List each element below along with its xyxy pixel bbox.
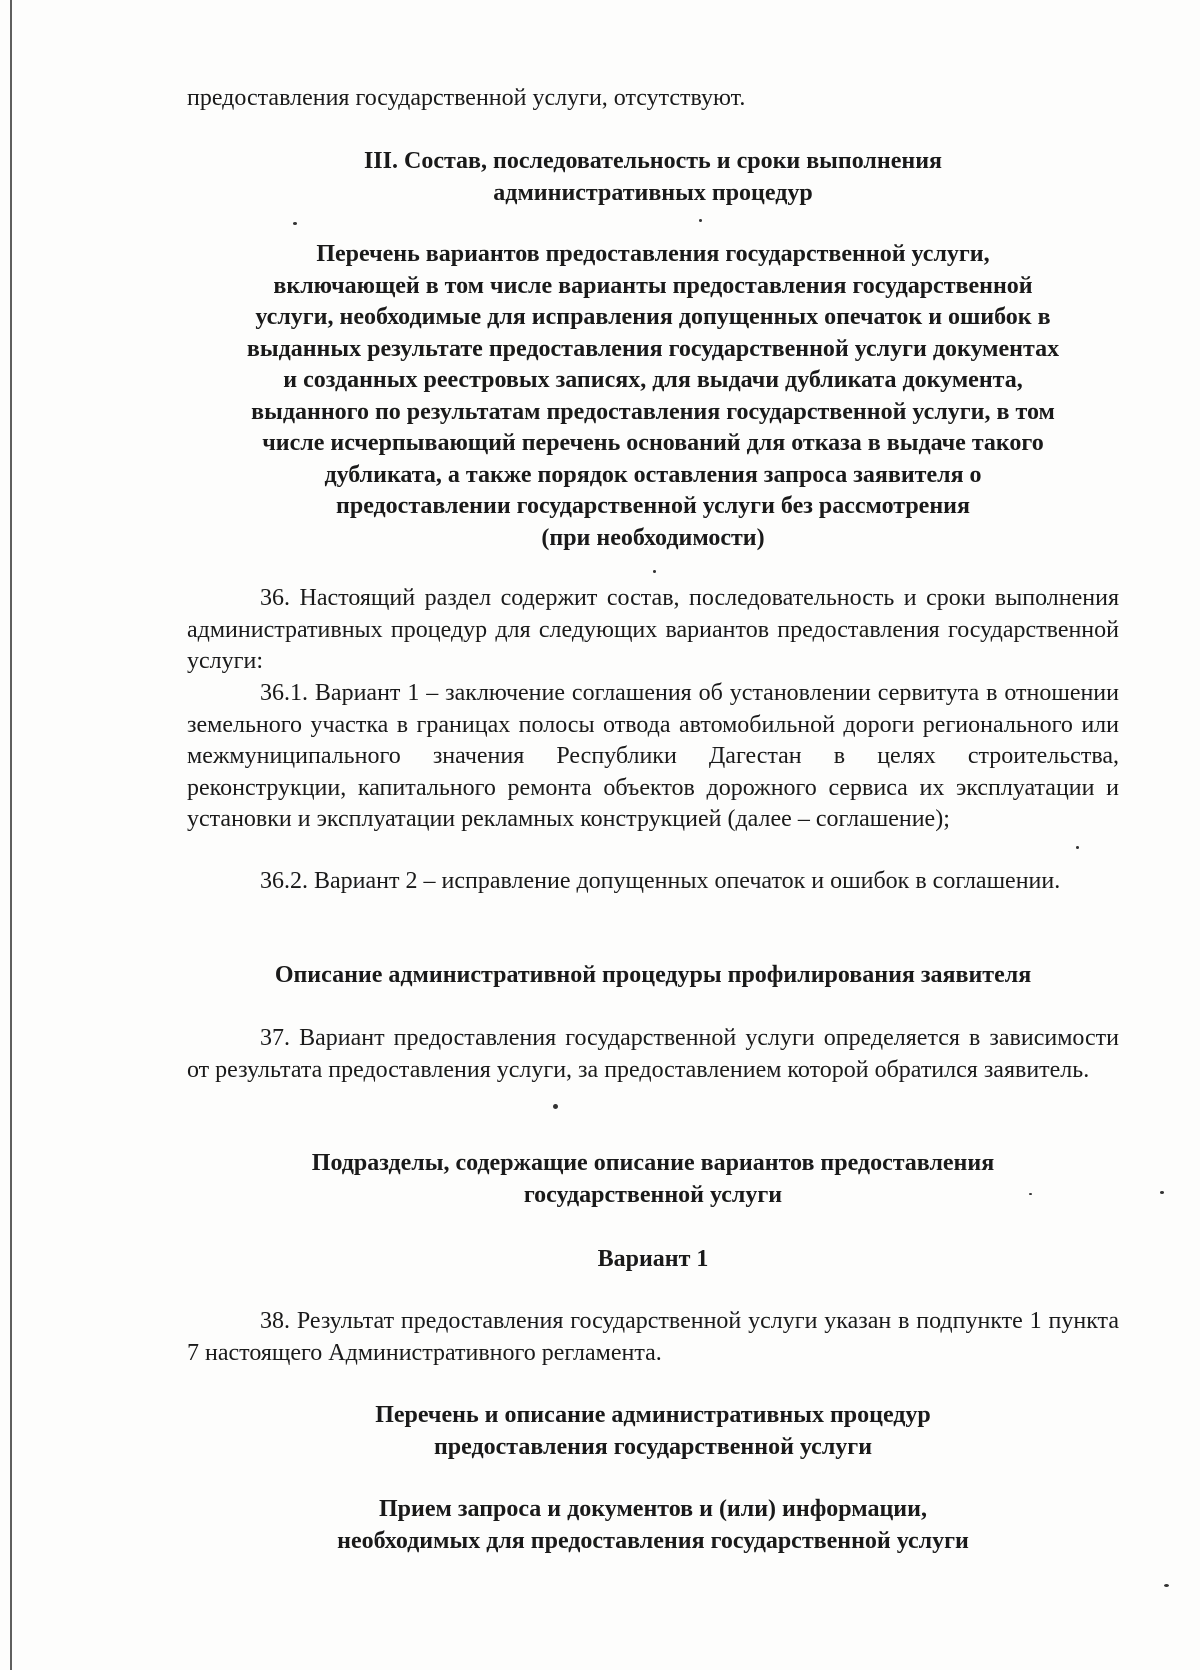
heading-line: Подразделы, содержащие описание вариантов предоставления xyxy=(311,1150,995,1176)
subsections-heading xyxy=(187,1148,1119,1211)
heading-line: числе исчерпывающий перечень оснований для отказа в выдаче такого xyxy=(262,430,1044,456)
paragraph-36-2: 36.2. Вариант 2 – исправление допущенных опечаток и ошибок в соглашении. xyxy=(260,868,1061,894)
heading-line: государственной услуги xyxy=(523,1181,783,1208)
heading-line: Прием запроса и документов и (или) информации, xyxy=(379,1496,927,1522)
heading-line: административных процедур xyxy=(493,179,813,206)
heading-line: (при необходимости) xyxy=(541,524,765,551)
scan-speck xyxy=(293,222,297,225)
paragraph-36: 36. Настоящий раздел содержит состав, последовательность и сроки выполнения административных процедур для следующих вариантов предоставления государственной услуги: xyxy=(187,585,1119,674)
procedures-heading xyxy=(187,1400,1119,1463)
profiling-heading: Описание административной процедуры профилирования заявителя xyxy=(274,962,1032,988)
heading-line: предоставлении государственной услуги без рассмотрения xyxy=(336,493,970,519)
heading-line: включающей в том числе варианты предоставления государственной xyxy=(273,272,1033,299)
variant1-heading: Вариант 1 xyxy=(597,1246,709,1272)
variants-heading xyxy=(187,239,1119,554)
heading-line: Перечень и описание административных процедур xyxy=(375,1402,931,1428)
scan-speck xyxy=(1076,846,1079,849)
section3-heading xyxy=(187,146,1119,209)
scan-speck xyxy=(699,219,702,222)
scan-edge-line xyxy=(10,0,12,1670)
heading-line: Перечень вариантов предоставления государственной услуги, xyxy=(316,241,990,267)
heading-line: и созданных реестровых записях, для выдачи дубликата документа, xyxy=(283,367,1023,393)
heading-line: III. Состав, последовательность и сроки выполнения xyxy=(363,148,943,174)
paragraph-37: 37. Вариант предоставления государственной услуги определяется в зависимости от результата предоставления услуги, за предоставлением которой обратился заявитель. xyxy=(187,1025,1119,1083)
scan-speck xyxy=(1164,1584,1169,1587)
heading-line: услуги, необходимые для исправления допущенных опечаток и ошибок в xyxy=(255,304,1051,330)
reception-heading xyxy=(187,1494,1119,1557)
top-line: предоставления государственной услуги, отсутствуют. xyxy=(187,85,746,111)
heading-line: выданных результате предоставления государственной услуги документах xyxy=(246,335,1060,362)
paragraph-36-1: 36.1. Вариант 1 – заключение соглашения об установлении сервитута в отношении земельного участка в границах полосы отвода автомобильной дороги регионального или межмуниципального значения Республики Дагестан в целях строительства, реконструкции, капитального ремонта объектов дорожного сервиса их эксплуатации и установки и эксплуатации рекламных конструкцией (далее – соглашение); xyxy=(187,680,1119,832)
scan-speck xyxy=(653,570,656,573)
heading-line: предоставления государственной услуги xyxy=(433,1433,873,1460)
paragraph-38: 38. Результат предоставления государственной услуги указан в подпункте 1 пункта 7 настоящего Административного регламента. xyxy=(187,1308,1119,1366)
scan-speck xyxy=(1160,1191,1164,1194)
scan-speck xyxy=(553,1104,558,1109)
heading-line: дубликата, а также порядок оставления запроса заявителя о xyxy=(324,461,982,488)
heading-line: необходимых для предоставления государственной услуги xyxy=(337,1527,969,1554)
heading-line: выданного по результатам предоставления государственной услуги, в том xyxy=(251,398,1055,425)
